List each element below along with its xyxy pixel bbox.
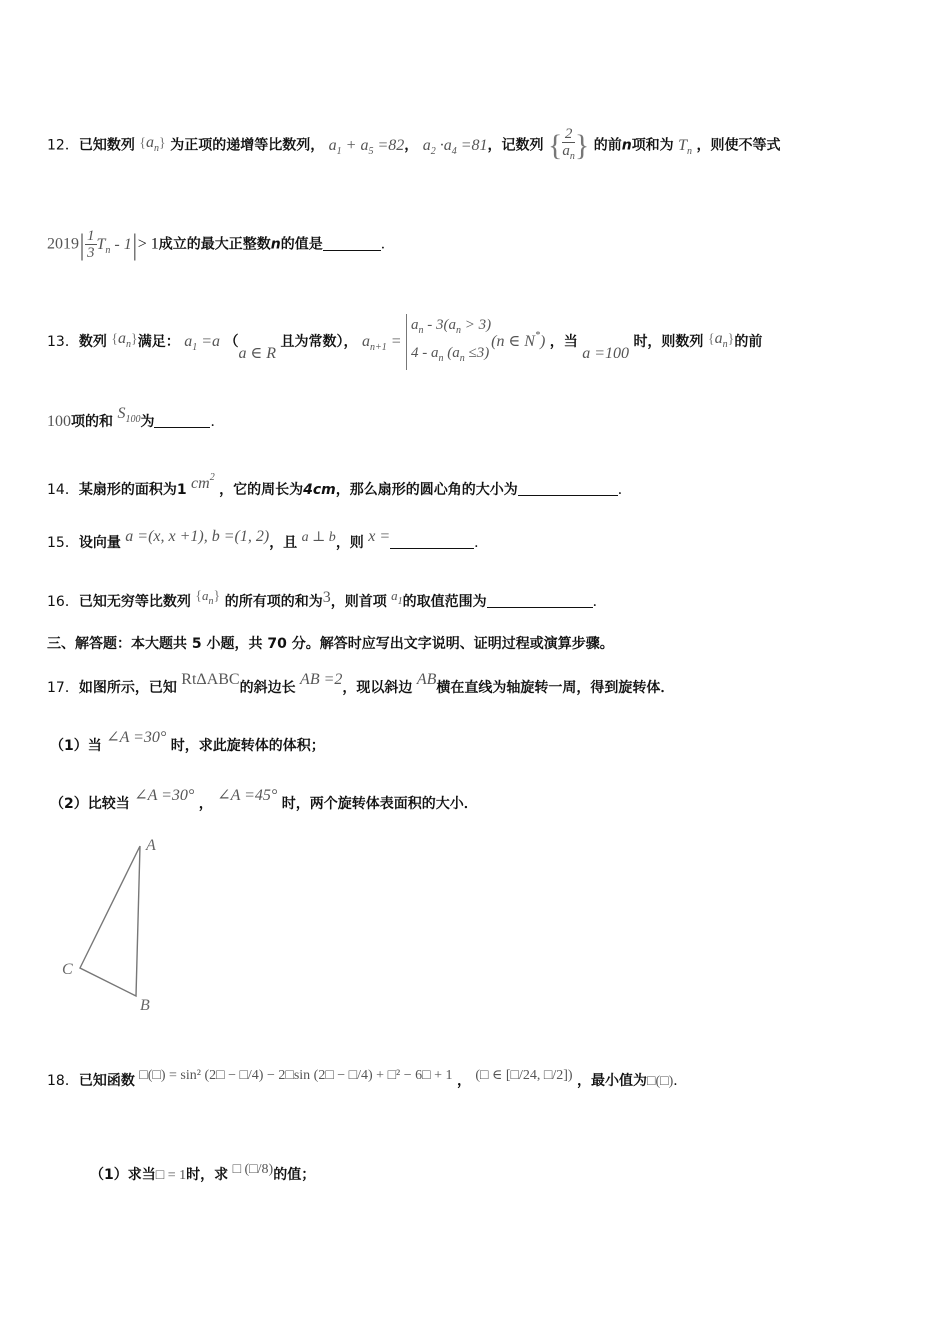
q18-p1-label: （1）求当 [90, 1167, 156, 1183]
q12-frac-close: } [574, 128, 590, 162]
question-17 [47, 670, 674, 698]
q12-text-7: 成立的最大正整数 [158, 236, 271, 253]
q12-eq2: $a_2 \cdot a_4 =81$ [422, 136, 488, 157]
q15-text-3: ，则 [335, 535, 364, 551]
q17-text-1: 如图所示，已知 [78, 680, 177, 696]
q12-T: $T_n$ [678, 136, 693, 157]
q13-number: 13． [47, 334, 79, 350]
question-17-part-2 [50, 786, 478, 814]
q12-n2: n [270, 236, 281, 253]
q18-p1-eq: □ = 1 [155, 1168, 187, 1183]
q13-text-6: 的前 [734, 334, 763, 350]
q12-text-8: 的值是 [280, 236, 323, 253]
q15-x: x = [368, 528, 391, 545]
q12-comma: ， [404, 137, 419, 154]
q12-end: ． [380, 236, 395, 253]
triangle-shape [80, 846, 140, 996]
q12-text-6: ，则使不等式 [696, 137, 781, 154]
question-15 [47, 527, 488, 553]
q17-text-2: 的斜边长 [239, 680, 296, 696]
q18-p1-end: 的值； [273, 1167, 316, 1183]
q17-text-3: ，现以斜边 [342, 680, 413, 696]
q13-text-7: 项的和 [71, 414, 113, 430]
q12-abs-close: | [131, 227, 138, 261]
q15-end: ． [474, 535, 489, 551]
q12-abs-open: | [79, 227, 86, 261]
q12-text-3: ，记数列 [487, 137, 544, 154]
q13-eq1: $a_1 =a$ [184, 333, 220, 353]
q16-text-3: ，则首项 [330, 594, 387, 610]
q16-text-4: 的取值范围为 [402, 594, 487, 610]
q17-p2-angle-1: ∠A =30° [134, 787, 195, 804]
q17-p2-text: 时，两个旋转体表面积的大小． [281, 796, 478, 812]
q14-text-3: ，那么扇形的圆心角的大小为 [335, 482, 518, 498]
q13-end: ． [210, 414, 225, 430]
q14-number: 14． [47, 482, 79, 498]
q18-min-value: □(□) [647, 1074, 674, 1089]
q16-a1: $a_1$ [391, 588, 403, 607]
q18-function: □(□) = sin² (2□ − □/4) − 2□sin (2□ − □/4) + □² − 6□ + 1 [139, 1068, 453, 1083]
q12-seq: $\{a_n\}$ [139, 133, 166, 154]
q15-vectors: a =(x, x +1), b =(1, 2) [125, 528, 270, 545]
q12-eq1: $a_1 + a_5 =82$ [328, 136, 405, 157]
q17-ab2: AB [416, 671, 437, 688]
q14-answer-blank[interactable] [518, 481, 618, 496]
q12-answer-blank[interactable] [323, 236, 381, 251]
section-3-heading: 三、解答题：本大题共 5 小题，共 70 分。解答时应写出文字说明、证明过程或演算步骤。 [47, 636, 614, 652]
q13-aval: a =100 [582, 345, 629, 362]
q13-domain: (n ∈ N*) [491, 330, 546, 350]
q16-number: 16． [47, 594, 79, 610]
q18-p1-text: 时，求 [186, 1167, 229, 1183]
q14-text-2: ，它的周长为 [219, 482, 304, 498]
triangle-figure [56, 832, 176, 1012]
q13-rec-lhs: $a_{n+1}$ = [361, 333, 402, 353]
q15-answer-blank[interactable] [390, 534, 474, 549]
q12-ineq-frac: $\frac{1}{3}$ [87, 228, 95, 261]
q18-text-1: 已知函数 [78, 1073, 135, 1089]
q13-hundred: 100 [47, 413, 71, 430]
question-12-line-2 [47, 228, 395, 261]
q12-number: 12． [47, 137, 79, 154]
q13-seq-2: $\{a_n\}$ [707, 330, 735, 350]
q18-text-2: ， [456, 1073, 471, 1089]
q13-seq: $\{a_n\}$ [111, 330, 138, 350]
question-16 [47, 586, 607, 612]
q13-text-3: 且为常数）， [280, 334, 358, 350]
q12-text-1: 已知数列 [78, 137, 135, 154]
q12-text-5: 项和为 [631, 137, 674, 154]
q18-domain: (□ ∈ [□/24, □/2]) [475, 1068, 573, 1083]
q12-text-2: 为正项的递增等比数列， [170, 137, 325, 154]
q17-ab: AB =2 [300, 671, 343, 688]
q16-seq: $\{a_n\}$ [195, 588, 221, 607]
q17-number: 17． [47, 680, 79, 696]
q16-text-2: 的所有项的和为 [224, 594, 323, 610]
q14-one: 1 [176, 482, 187, 498]
q16-text-1: 已知无穷等比数列 [78, 594, 191, 610]
q14-perimeter: 4cm [303, 482, 336, 498]
q17-p2-sep: ， [198, 796, 213, 812]
q17-p2-label: （2）比较当 [50, 796, 130, 812]
question-18-part-1 [90, 1160, 315, 1186]
q12-n1: n [621, 137, 632, 154]
q13-text-8: 为 [140, 414, 155, 430]
vertex-c-label: C [62, 961, 73, 978]
q14-unit: $cm^2$ [191, 472, 215, 492]
q18-text-3: ，最小值为 [577, 1073, 648, 1089]
q13-text-1: 数列 [78, 334, 107, 350]
q13-paren: （ [224, 334, 239, 350]
question-12 [47, 126, 781, 165]
q12-fraction: $\frac{2}{a_n}$ [562, 126, 575, 162]
q13-cases: $a_n - 3(a_n > 3)$ $4 - a_n$ $(a_n \le 3)$ [406, 314, 491, 370]
q18-end: ． [673, 1073, 688, 1089]
q16-answer-blank[interactable] [487, 593, 593, 608]
q17-p1-label: （1）当 [50, 738, 102, 754]
question-18 [47, 1066, 687, 1092]
q15-text-1: 设向量 [78, 535, 121, 551]
q16-three: 3 [322, 589, 331, 606]
q15-text-2: ，且 [269, 535, 298, 551]
q15-perp: a ⊥ b [301, 530, 336, 545]
q16-end: ． [592, 594, 607, 610]
q12-ineq-year: 2019 [47, 235, 79, 253]
q17-p2-angle-2: ∠A =45° [217, 787, 278, 804]
q13-text-4: ，当 [549, 334, 578, 350]
q14-end: ． [617, 482, 632, 498]
vertex-a-label: A [146, 837, 156, 854]
question-13-line-2 [47, 404, 224, 432]
q13-S: $S_{100}$ [117, 405, 141, 425]
q17-text-4: 横在直线为轴旋转一周，得到旋转体． [436, 680, 675, 696]
q13-cond: a ∈ R [238, 345, 277, 362]
q12-text-4: 的前 [593, 137, 622, 154]
q13-text-5: 时，则数列 [633, 334, 704, 350]
vertex-b-label: B [140, 997, 150, 1012]
q18-p1-f: □ (□/8) [232, 1162, 274, 1177]
q17-p1-angle: ∠A =30° [106, 729, 167, 746]
q17-triangle: RtΔABC [181, 671, 240, 688]
question-17-part-1 [50, 728, 325, 756]
question-14 [47, 468, 632, 500]
q12-ineq-rhs: > 1 [137, 235, 159, 253]
q14-text-1: 某扇形的面积为 [78, 482, 177, 498]
q18-number: 18． [47, 1073, 79, 1089]
q13-answer-blank[interactable] [154, 413, 210, 428]
q17-p1-text: 时，求此旋转体的体积； [170, 738, 325, 754]
q13-text-2: 满足： [137, 334, 180, 350]
question-13 [47, 314, 762, 370]
q12-frac-seq: { [547, 128, 563, 162]
q15-number: 15． [47, 535, 79, 551]
q12-ineq-T: $T_n - 1$ [96, 235, 132, 256]
